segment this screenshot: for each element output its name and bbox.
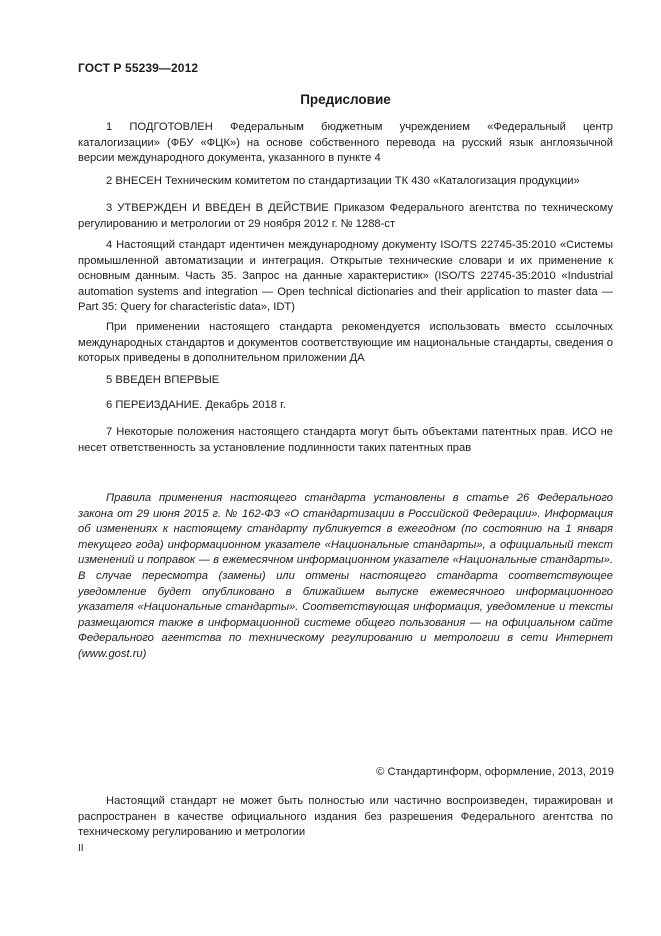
paragraph-4-note: При применении настоящего стандарта рекомендуется использовать вместо ссылочных международных стандартов и документов соответствующие им национальные стандарты, сведения о которых приведены в дополнительном приложении ДА [78,321,613,365]
reproduction-notice: Настоящий стандарт не может быть полностью или частично воспроизведен, тиражирован и распространен в качестве официального издания без разрешения Федерального агентства по техническому регулированию и метрологии [78,795,613,839]
paragraph-1: 1 ПОДГОТОВЛЕН Федеральным бюджетным учреждением «Федеральный центр каталогизации» (ФБУ «ФЦК») на основе собственного перевода на русский язык англоязычной версии международного документа, указанного в пункте 4 [78,121,613,165]
notice-italic: Правила применения настоящего стандарта установлены в статье 26 Федерального закона от 29 июня 2015 г. № 162-ФЗ «О стандартизации в Российской Федерации». Информация об изменениях к настоящему стандарту публикуется в ежегодном (по состоянию на 1 января текущего года) информационном указателе «Национальные стандарты», а официальный текст изменений и поправок — в ежемесячном информационном указателе «Национальные стандарты». В случае пересмотра (замены) или отмены настоящего стандарта соответствующее уведомление будет опубликовано в ближайшем выпуске ежемесячного информационного указателя «Национальные стандарты». Соответствующая информация, уведомление и тексты размещаются также в информационной системе общего пользования — на официальном сайте Федерального агентства по техническому регулированию и метрологии в сети Интернет (www.gost.ru) [78,492,613,660]
paragraph-3: 3 УТВЕРЖДЕН И ВВЕДЕН В ДЕЙСТВИЕ Приказом Федерального агентства по техническому регулированию и метрологии от 29 ноября 2012 г. № 1288-ст [78,202,613,230]
paragraph-6: 6 ПЕРЕИЗДАНИЕ. Декабрь 2018 г. [106,399,286,411]
page-number: II [78,843,84,854]
paragraph-5: 5 ВВЕДЕН ВПЕРВЫЕ [106,374,220,386]
paragraph-2: 2 ВНЕСЕН Техническим комитетом по стандартизации ТК 430 «Каталогизация продукции» [106,175,580,187]
paragraph-4: 4 Настоящий стандарт идентичен международному документу ISO/TS 22745-35:2010 «Системы промышленной автоматизации и интеграция. Открытые технические словари и их применение к основным данным. Часть 35. Запрос на данные характеристик» (ISO/TS 22745-35:2010 «Industrial automation systems and integration — Open technical dictionaries and their application to master data — Part 35: Query for characteristic data», IDT) [78,239,613,314]
standard-id-header: ГОСТ Р 55239—2012 [78,61,199,75]
copyright-line: © Стандартинформ, оформление, 2013, 2019 [376,766,614,778]
paragraph-7: 7 Некоторые положения настоящего стандарта могут быть объектами патентных прав. ИСО не несет ответственность за установление подлинности таких патентных прав [78,426,613,454]
section-title: Предисловие [300,92,391,107]
